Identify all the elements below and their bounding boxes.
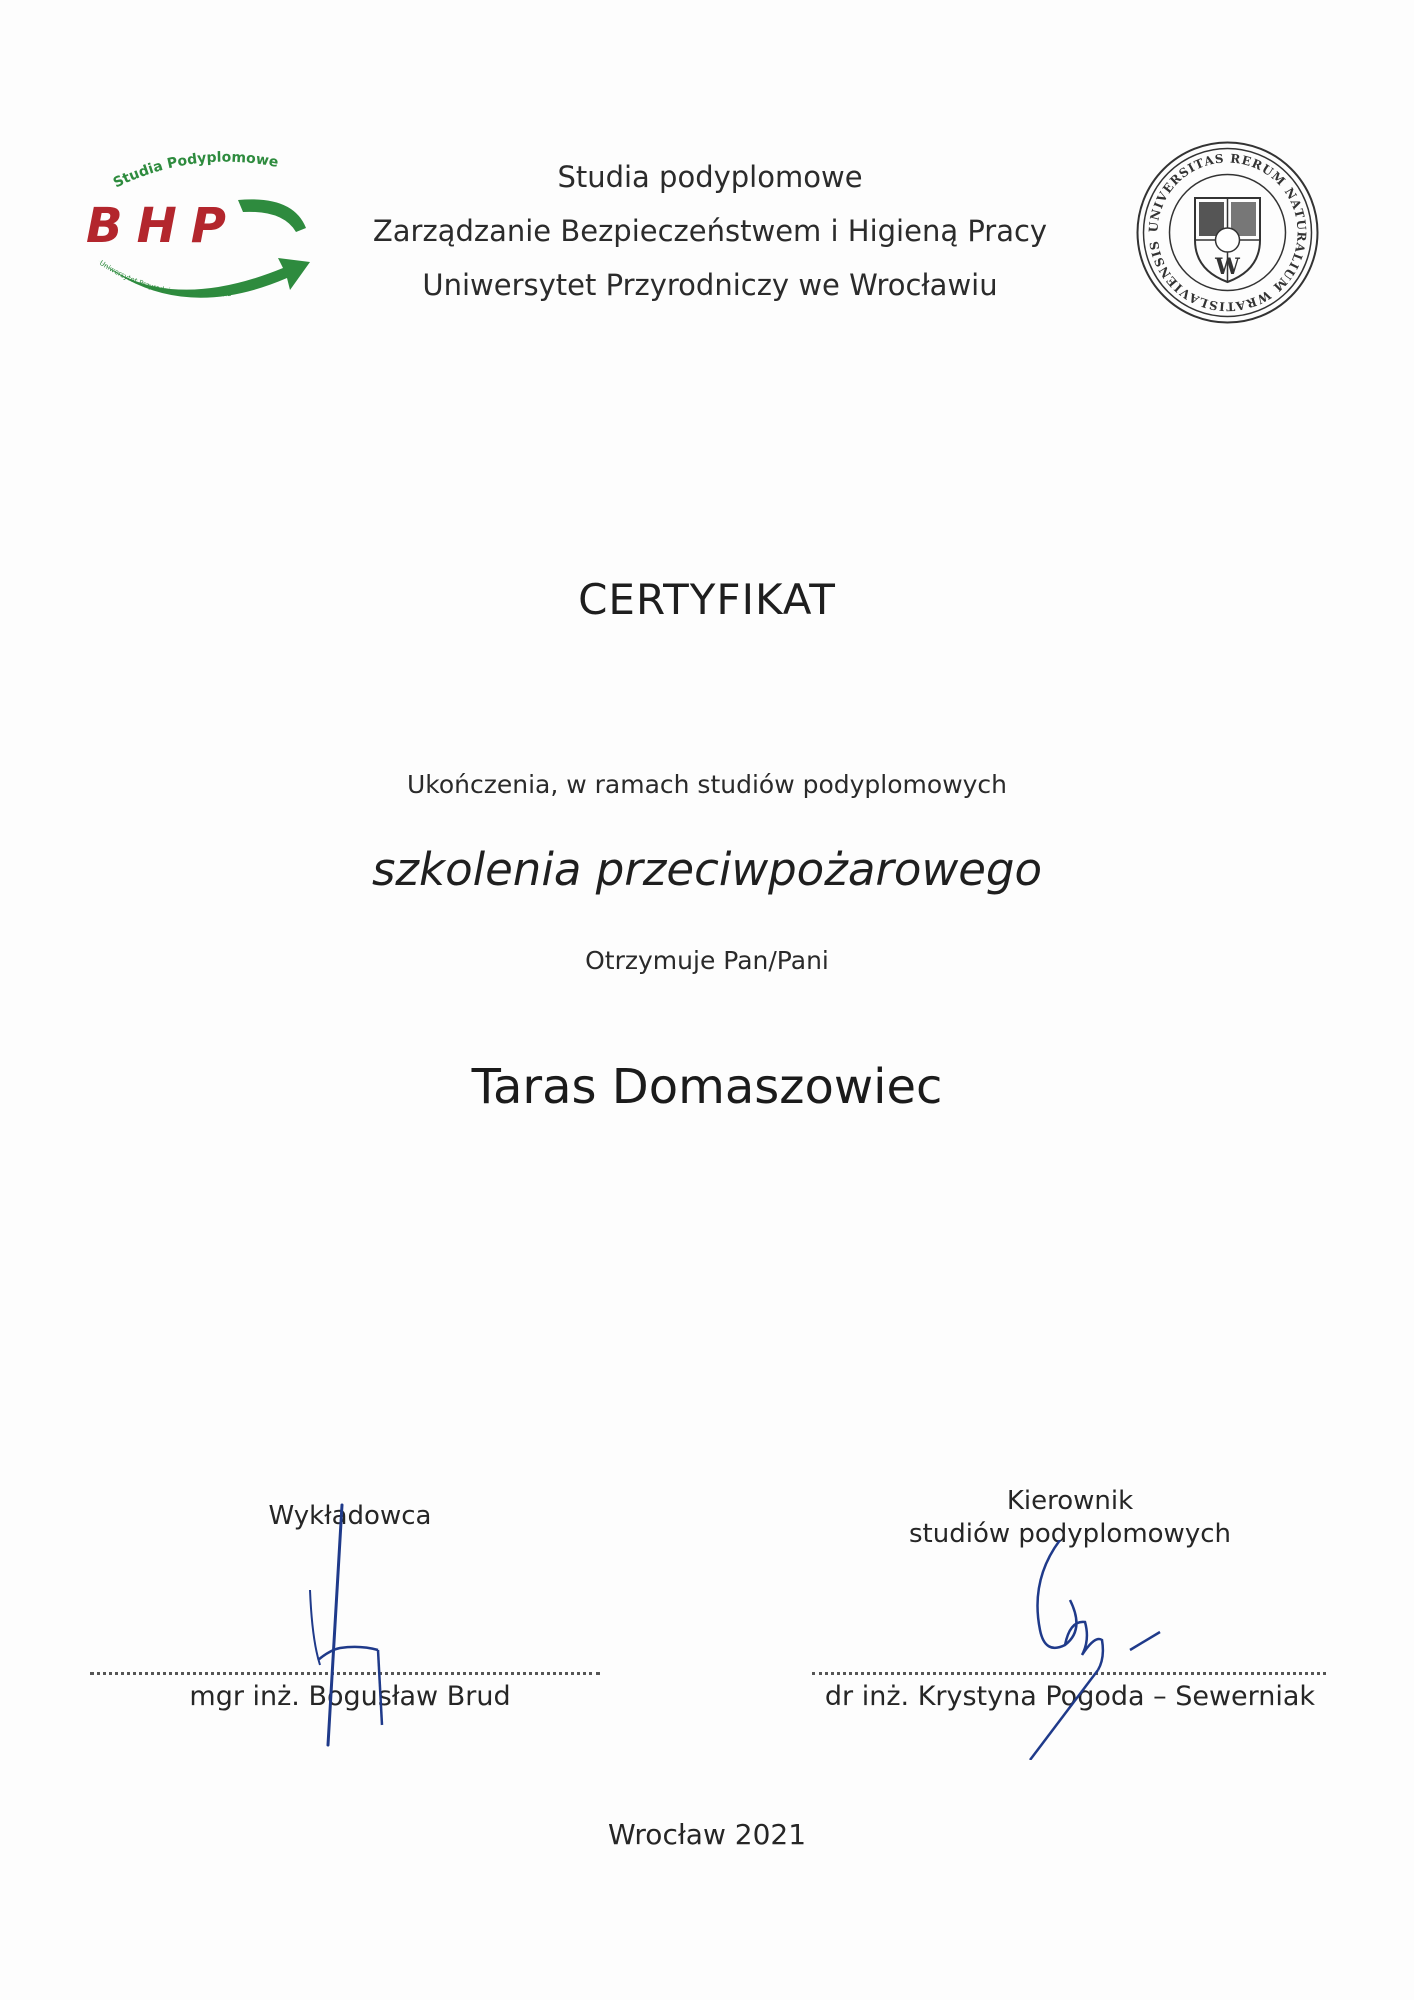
- header-line-program: Studia podyplomowe: [557, 160, 863, 194]
- place-date: Wrocław 2021: [607, 1818, 807, 1851]
- svg-text:W: W: [1215, 254, 1240, 280]
- header-line-field: Zarządzanie Bezpieczeństwem i Higieną Pracy: [372, 214, 1048, 248]
- logo-main-text: BHP: [86, 198, 240, 254]
- header-block: [330, 150, 1090, 312]
- signature-left-handwriting: [290, 1500, 400, 1750]
- course-name: szkolenia przeciwpożarowego: [371, 843, 1043, 896]
- logo-top-text: Studia Podyplomowe: [110, 149, 280, 192]
- svg-text:Studia Podyplomowe: [111, 150, 280, 192]
- certificate-intro: Ukończenia, w ramach studiów podyplomowych: [406, 770, 1008, 799]
- recipient-label: Otrzymuje Pan/Pani: [585, 946, 829, 975]
- signature-right-name: dr inż. Krystyna Pogoda – Sewerniak: [824, 1681, 1316, 1712]
- certificate-title: CERTYFIKAT: [578, 575, 836, 624]
- signature-right-role-line2: studiów podyplomowych: [909, 1519, 1231, 1549]
- seal-text: UNIVERSITAS RERUM NATURALIUM WRATISLAVIENSIS: [1146, 151, 1309, 314]
- signature-left-role: Wykładowca: [268, 1501, 432, 1531]
- svg-text:Uniwersytet Przyrodniczy we Wr: [98, 259, 232, 299]
- logo-bottom-text: Uniwersytet Przyrodniczy we Wrocławiu: [97, 259, 232, 299]
- header-line-university: Uniwersytet Przyrodniczy we Wrocławiu: [422, 268, 998, 302]
- university-seal: [1135, 140, 1320, 325]
- recipient-name: Taras Domaszowiec: [471, 1059, 943, 1115]
- bhp-logo: [78, 140, 338, 310]
- signature-left-name: mgr inż. Bogusław Brud: [189, 1681, 511, 1712]
- signature-right-handwriting: [990, 1540, 1190, 1760]
- signature-right-role-line1: Kierownik: [1006, 1486, 1134, 1516]
